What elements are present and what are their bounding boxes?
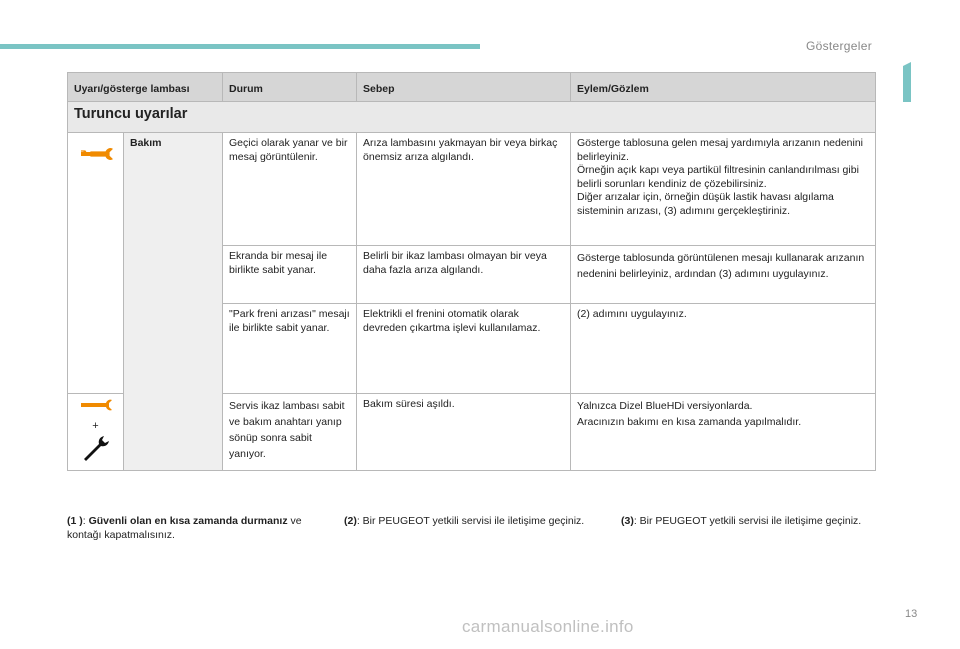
wrench-orange-icon xyxy=(79,147,113,166)
lamp-icon-cell xyxy=(68,133,124,394)
group-title-row xyxy=(68,102,876,133)
footnote-3-marker: (3) xyxy=(621,515,634,527)
warning-lights-table xyxy=(67,72,876,471)
col-header-sebep: Sebep xyxy=(357,73,571,102)
footnote-2 xyxy=(344,514,589,528)
group-title: Turuncu uyarılar xyxy=(68,102,876,133)
footnote-3-text: : Bir PEUGEOT yetkili servisi ile iletişime geçiniz. xyxy=(633,515,862,527)
lamp-icon-cell xyxy=(68,394,124,471)
plus-sign: + xyxy=(92,419,99,432)
cell-sebep: Elektrikli el frenini otomatik olarak devreden çıkartma işlevi kullanılamaz. xyxy=(357,304,571,394)
wrench-orange-icon xyxy=(79,398,113,417)
footnote-1: (1 ): Güvenli olan en kısa zamanda durmanız ve kontağı kapatmalısınız. xyxy=(67,515,302,541)
cell-durum: Servis ikaz lambası sabit ve bakım anahtarı yanıp sönüp sonra sabit yanıyor. xyxy=(223,394,357,471)
footnote-1-marker: (1 ) xyxy=(67,515,83,527)
cell-sebep: Arıza lambasını yakmayan bir veya birkaç önemsiz arıza algılandı. xyxy=(357,133,571,246)
cell-durum: "Park freni arızası" mesajı ile birlikte sabit yanar. xyxy=(223,304,357,394)
col-header-eylem: Eylem/Gözlem xyxy=(571,73,876,102)
cell-eylem: Gösterge tablosuna gelen mesaj yardımıyla arızanın nedenini belirleyiniz. Örneğin açık kapı veya partikül filtresinin canlandırılması gibi belirli sorunları kendiniz de çözebilirsiniz. Diğer arızalar için, örneğin düşük lastik havası algılama sisteminin arızası, (3) adımını gerçekleştiriniz. xyxy=(571,133,876,246)
watermark-text: carmanualsonline.info xyxy=(462,617,634,636)
cell-durum: Geçici olarak yanar ve bir mesaj görüntülenir. xyxy=(223,133,357,246)
footnote-2-marker: (2) xyxy=(344,515,357,527)
cell-durum: Ekranda bir mesaj ile birlikte sabit yanar. xyxy=(223,246,357,304)
cell-sebep: Belirli bir ikaz lambası olmayan bir veya daha fazla arıza algılandı. xyxy=(357,246,571,304)
table-header-row xyxy=(68,73,876,102)
col-header-lamp: Uyarı/gösterge lambası xyxy=(68,73,223,102)
footnote-2-text: : Bir PEUGEOT yetkili servisi ile iletişime geçiniz. xyxy=(356,515,585,527)
col-header-durum: Durum xyxy=(223,73,357,102)
cell-eylem: Gösterge tablosunda görüntülenen mesajı kullanarak arızanın nedenini belirleyiniz, ardından (3) adımını uygulayınız. xyxy=(571,246,876,304)
lamp-name: Bakım xyxy=(124,133,223,471)
footnote-3 xyxy=(621,514,866,528)
table-row xyxy=(68,133,876,246)
footnote-1-text: ve kontağı kapatmalısınız. xyxy=(67,515,302,541)
page-number: 13 xyxy=(905,608,918,620)
cell-sebep: Bakım süresi aşıldı. xyxy=(357,394,571,471)
cell-eylem: (2) adımını uygulayınız. xyxy=(571,304,876,394)
top-accent-bar xyxy=(0,44,480,49)
chapter-marker xyxy=(899,62,915,102)
cell-eylem: Yalnızca Dizel BlueHDi versiyonlarda. Aracınızın bakımı en kısa zamanda yapılmalıdır. xyxy=(571,394,876,471)
section-title: Göstergeler xyxy=(806,39,872,53)
wrench-black-icon xyxy=(81,435,111,466)
footnote-1-bold: Güvenli olan en kısa zamanda durmanız xyxy=(88,515,288,527)
